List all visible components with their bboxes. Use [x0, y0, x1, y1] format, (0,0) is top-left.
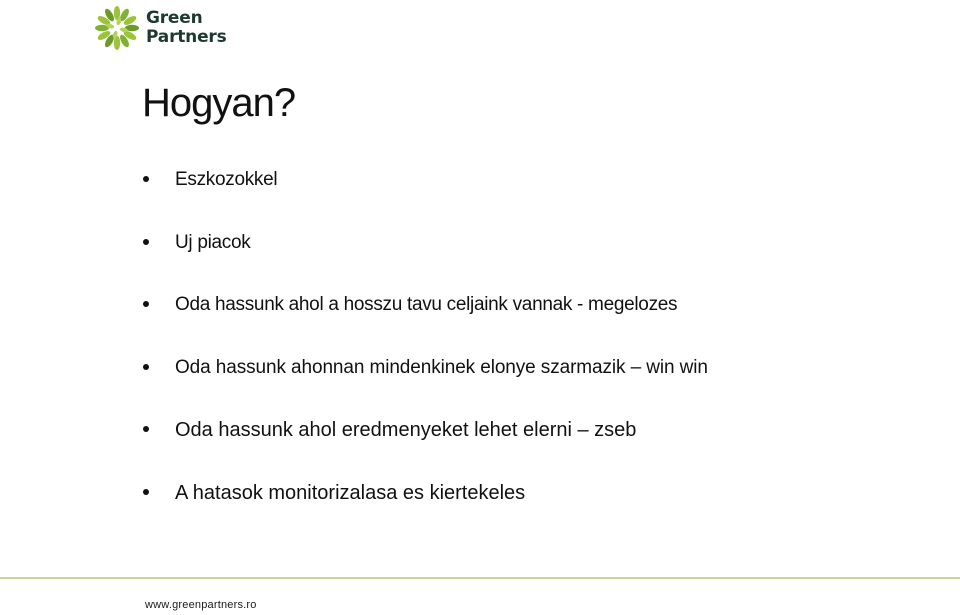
bullet-text: A hatasok monitorizalasa es kiertekeles: [175, 481, 526, 504]
logo: [93, 3, 233, 53]
footer-divider: [0, 577, 960, 579]
bullet-text: Oda hassunk ahol eredmenyeket lehet elerni – zseb: [175, 419, 637, 441]
slide-title: Hogyan?: [142, 81, 296, 125]
logo-line-2: Partners: [146, 27, 227, 47]
bullet-text: Uj piacok: [175, 231, 251, 253]
footer-url: www.greenpartners.ro: [145, 599, 257, 611]
bullet-dot-icon: [143, 176, 149, 182]
bullet-dot-icon: [143, 489, 149, 495]
bullet-dot-icon: [143, 301, 149, 307]
bullet-text: Oda hassunk ahol a hosszu tavu celjaink vannak - megelozes: [175, 294, 678, 315]
bullet-dot-icon: [143, 364, 149, 370]
bullet-text: Oda hassunk ahonnan mindenkinek elonye szarmazik – win win: [175, 356, 708, 378]
bullet-dot-icon: [143, 239, 149, 245]
logo-line-1: Green: [146, 8, 203, 28]
bullet-text: Eszkozokkel: [175, 169, 278, 190]
leaf-wreath-icon: [93, 3, 141, 53]
bullet-dot-icon: [143, 426, 149, 432]
logo-wordmark: [146, 9, 227, 47]
